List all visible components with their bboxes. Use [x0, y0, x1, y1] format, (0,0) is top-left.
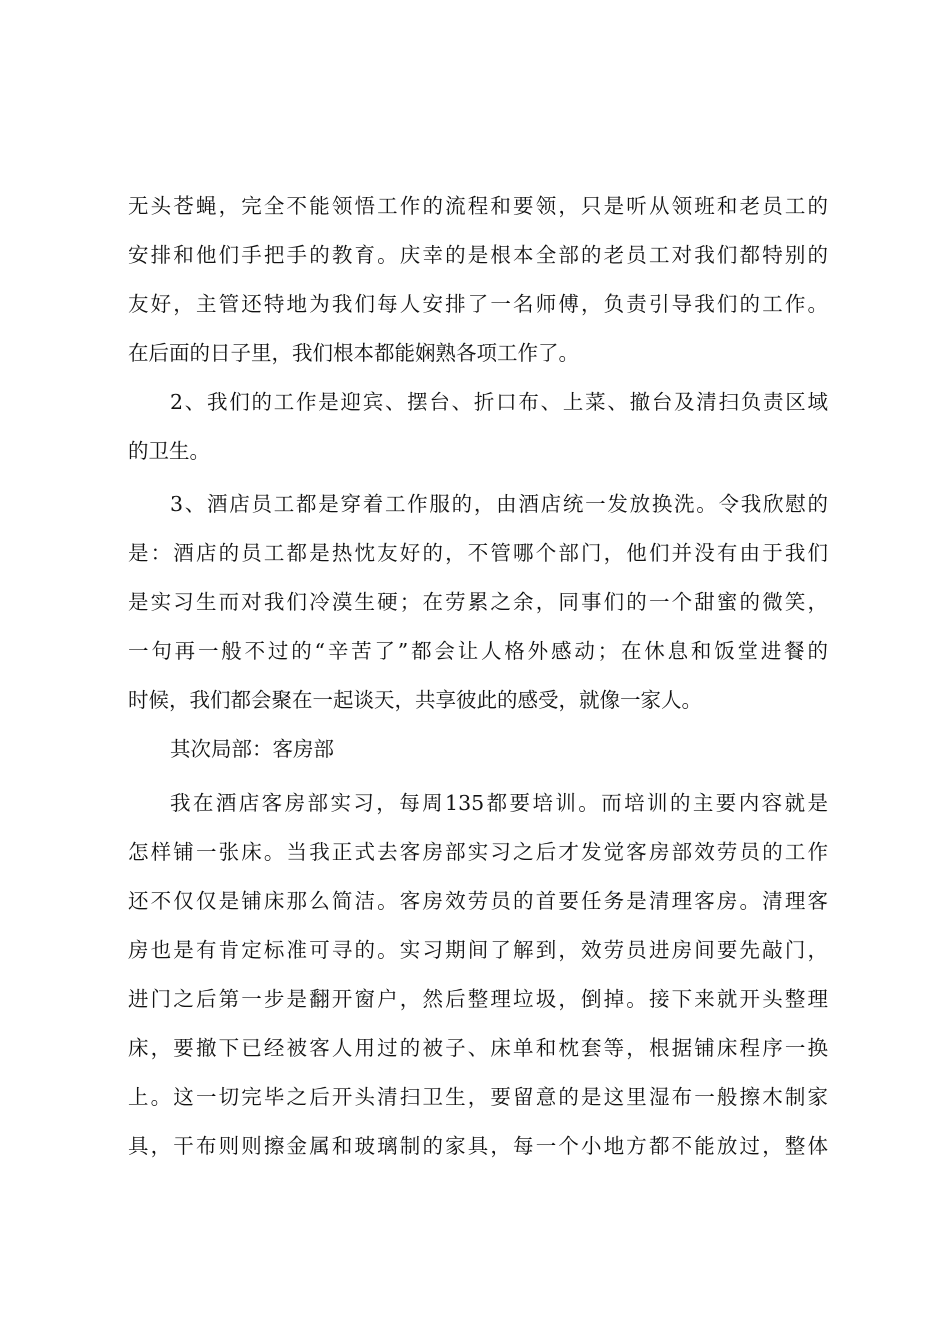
text-line: 我在酒店客房部实习，每周135都要培训。而培训的主要内容就是 — [170, 791, 828, 815]
text-line: 是：酒店的员工都是热忱友好的，不管哪个部门，他们并没有由于我们 — [128, 541, 828, 565]
text-line: 一句再一般不过的“辛苦了”都会让人格外感动；在休息和饭堂进餐的 — [128, 639, 828, 663]
text-line: 怎样铺一张床。当我正式去客房部实习之后才发觉客房部效劳员的工作 — [128, 840, 828, 864]
text-line: 2、我们的工作是迎宾、摆台、折口布、上菜、撤台及清扫负责区域 — [170, 390, 828, 414]
text-line: 还不仅仅是铺床那么简洁。客房效劳员的首要任务是清理客房。清理客 — [128, 889, 828, 913]
text-line: 的卫生。 — [128, 439, 210, 463]
text-line: 3、酒店员工都是穿着工作服的，由酒店统一发放换洗。令我欣慰的 — [170, 492, 828, 516]
text-line: 房也是有肯定标准可寻的。实习期间了解到，效劳员进房间要先敲门， — [128, 938, 828, 962]
text-line: 安排和他们手把手的教育。庆幸的是根本全部的老员工对我们都特别的 — [128, 243, 828, 267]
section-heading: 其次局部：客房部 — [170, 737, 334, 761]
text-line: 无头苍蝇，完全不能领悟工作的流程和要领，只是听从领班和老员工的 — [128, 194, 828, 218]
text-line: 是实习生而对我们冷漠生硬；在劳累之余，同事们的一个甜蜜的微笑， — [128, 590, 828, 614]
text-line: 在后面的日子里，我们根本都能娴熟各项工作了。 — [128, 341, 579, 365]
text-line: 时候，我们都会聚在一起谈天，共享彼此的感受，就像一家人。 — [128, 688, 702, 712]
text-line: 上。这一切完毕之后开头清扫卫生，要留意的是这里湿布一般擦木制家 — [128, 1085, 828, 1109]
text-line: 床，要撤下已经被客人用过的被子、床单和枕套等，根据铺床程序一换 — [128, 1036, 828, 1060]
text-line: 友好，主管还特地为我们每人安排了一名师傅，负责引导我们的工作。 — [128, 292, 828, 316]
text-line: 具，干布则则擦金属和玻璃制的家具，每一个小地方都不能放过，整体 — [128, 1134, 828, 1158]
text-line: 进门之后第一步是翻开窗户，然后整理垃圾，倒掉。接下来就开头整理 — [128, 987, 828, 1011]
